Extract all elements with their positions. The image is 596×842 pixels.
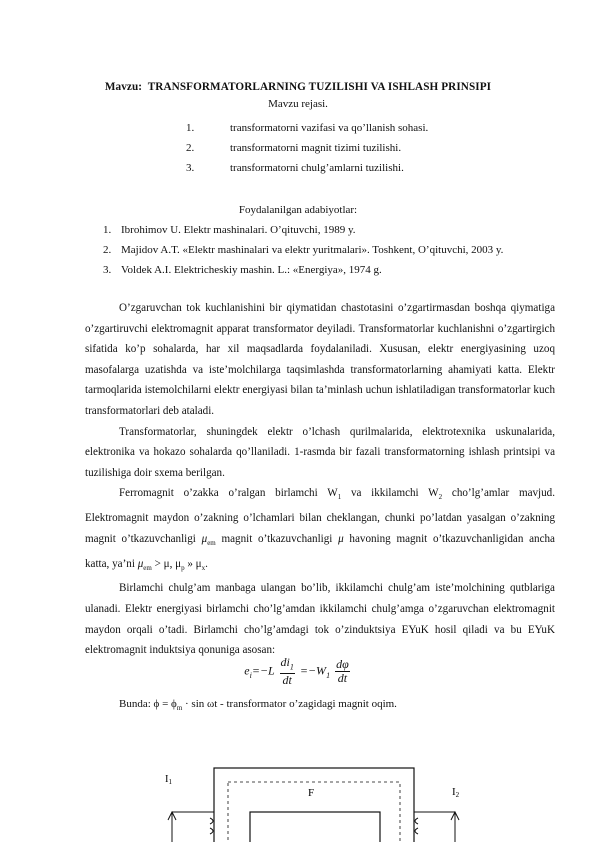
- paragraph-3: Ferromagnit o’zakka o’ralgan birlamchi $W_1$ va ikkilamchi $W_2$ cho’lg’amlar mavjud. Elektromagnit maydon o’zakning o’lchamlari bilan cheklangan, chunki po’latdan yasalgan o’zakning magnit o’tkazuvchanligi $\mu_{em}$ magnit o’tkazuvchanligi μ havoning magnit o’tkazuvchanligidan ancha katta, ya’ni $\mu_{em} > \mu$, $\mu_p$ » $\mu_x$.: [85, 487, 555, 572]
- title-prefix: Mavzu:: [104, 81, 143, 93]
- page-title: [0, 81, 596, 93]
- plan-item-1: [0, 122, 596, 138]
- primary-winding: [210, 818, 213, 834]
- plan-title: Mavzu rejasi.: [268, 98, 328, 110]
- core-window: [250, 812, 380, 842]
- plan-item-number: 2.: [186, 142, 195, 154]
- reference-item-3: [103, 264, 382, 276]
- reference-text: Majidov A.T. «Elektr mashinalari va elektr yuritmalari». Toshkent, O’qituvchi, 2003 y.: [121, 244, 504, 256]
- flux-definition: Bunda: $\phi = \phi_m \cdot \sin \omega t$ - transformator o’zagidagi magnit oqim.: [119, 698, 397, 713]
- plan-item-2: [0, 142, 596, 158]
- core-outer: [214, 768, 414, 842]
- emf-formula: $e_i=-L$ $\frac{di_1}{dt}$ $=-W_1$ $\frac{d\varphi}{dt}$: [244, 655, 349, 688]
- label-i2: I2: [452, 786, 460, 799]
- title-text: TRANSFORMATORLARNING TUZILISHI VA ISHLASH PRINSIPI: [147, 81, 492, 93]
- plan-item-text: transformatorni vazifasi va qo’llanish sohasi.: [230, 122, 429, 134]
- plan-item-number: 1.: [186, 122, 195, 134]
- secondary-winding: [415, 818, 418, 834]
- body-text: [85, 298, 555, 661]
- plan-item-number: 3.: [186, 162, 195, 174]
- paragraph-2: Transformatorlar, shuningdek elektr o’lchash qurilmalarida, elektrotexnika uskunalarida, elektronika va hokazo sohalarda qo’llaniladi. 1-rasmda bir fazali transformatorning ishlash printsipi va tuzilishiga doir sxema berilgan.: [85, 425, 555, 479]
- reference-item-2: [103, 244, 503, 256]
- plan-item-text: transformatorni magnit tizimi tuzilishi.: [230, 142, 402, 154]
- reference-text: Ibrohimov U. Elektr mashinalari. O’qituvchi, 1989 y.: [121, 224, 356, 236]
- reference-item-1: [103, 224, 356, 236]
- label-i1: I1: [165, 774, 172, 786]
- plan-item-3: [0, 162, 596, 178]
- transformer-diagram: [150, 760, 490, 842]
- fraction-dphi-dt: $\frac{d\varphi}{dt}$: [336, 657, 349, 686]
- plan-item-text: transformatorni chulg’amlarni tuzilishi.: [230, 162, 404, 174]
- reference-number: 2.: [103, 244, 112, 256]
- paragraph-1: O’zgaruvchan tok kuchlanishini bir qiymatidan chastotasini o’zgartirmasdan boshqa qiymatiga o’zgartiruvchi elektromagnit apparat transformator deyiladi. Transformatorlar kuchlanishni o’zgartirgich sifatida ko’p sohalarda, har xil maqsadlarda foydalaniladi. Xususan, elektr energiyasining uzoq masofalarga uzatishda va iste’molchilarga taqsimlashda transformatorlarning ahamiyati katta. Elektr tarmoqlarida istemolchilarni elektr energiyasi bilan ta’minlash uchun ishlatiladigan transformatorlar kuch transformatorlari deb ataladi.: [85, 302, 555, 417]
- label-flux: F: [308, 787, 315, 799]
- reference-text: Voldek A.I. Elektricheskiy mashin. L.: «Energiya», 1974 g.: [121, 264, 382, 276]
- reference-number: 3.: [103, 264, 112, 276]
- reference-number: 1.: [103, 224, 112, 236]
- references-title: Foydalanilgan adabiyotlar:: [238, 204, 358, 216]
- paragraph-4: Birlamchi chulg’am manbaga ulangan bo’lib, ikkilamchi chulg’am iste’molchining qutblariga ulanadi. Elektr energiyasi birlamchi cho’lg’amdan ikkilamchi chulg’amga o’zgaruvchan elektromagnit maydon orqali o’tadi. Birlamchi cho’lg’amdagi tok o’zinduktsiya EYuK hosil qiladi va bu EYuK elektromagnit induktsiya qonuniga asosan:: [85, 582, 555, 657]
- fraction-di-dt: $\frac{di_1}{dt}$: [280, 655, 294, 688]
